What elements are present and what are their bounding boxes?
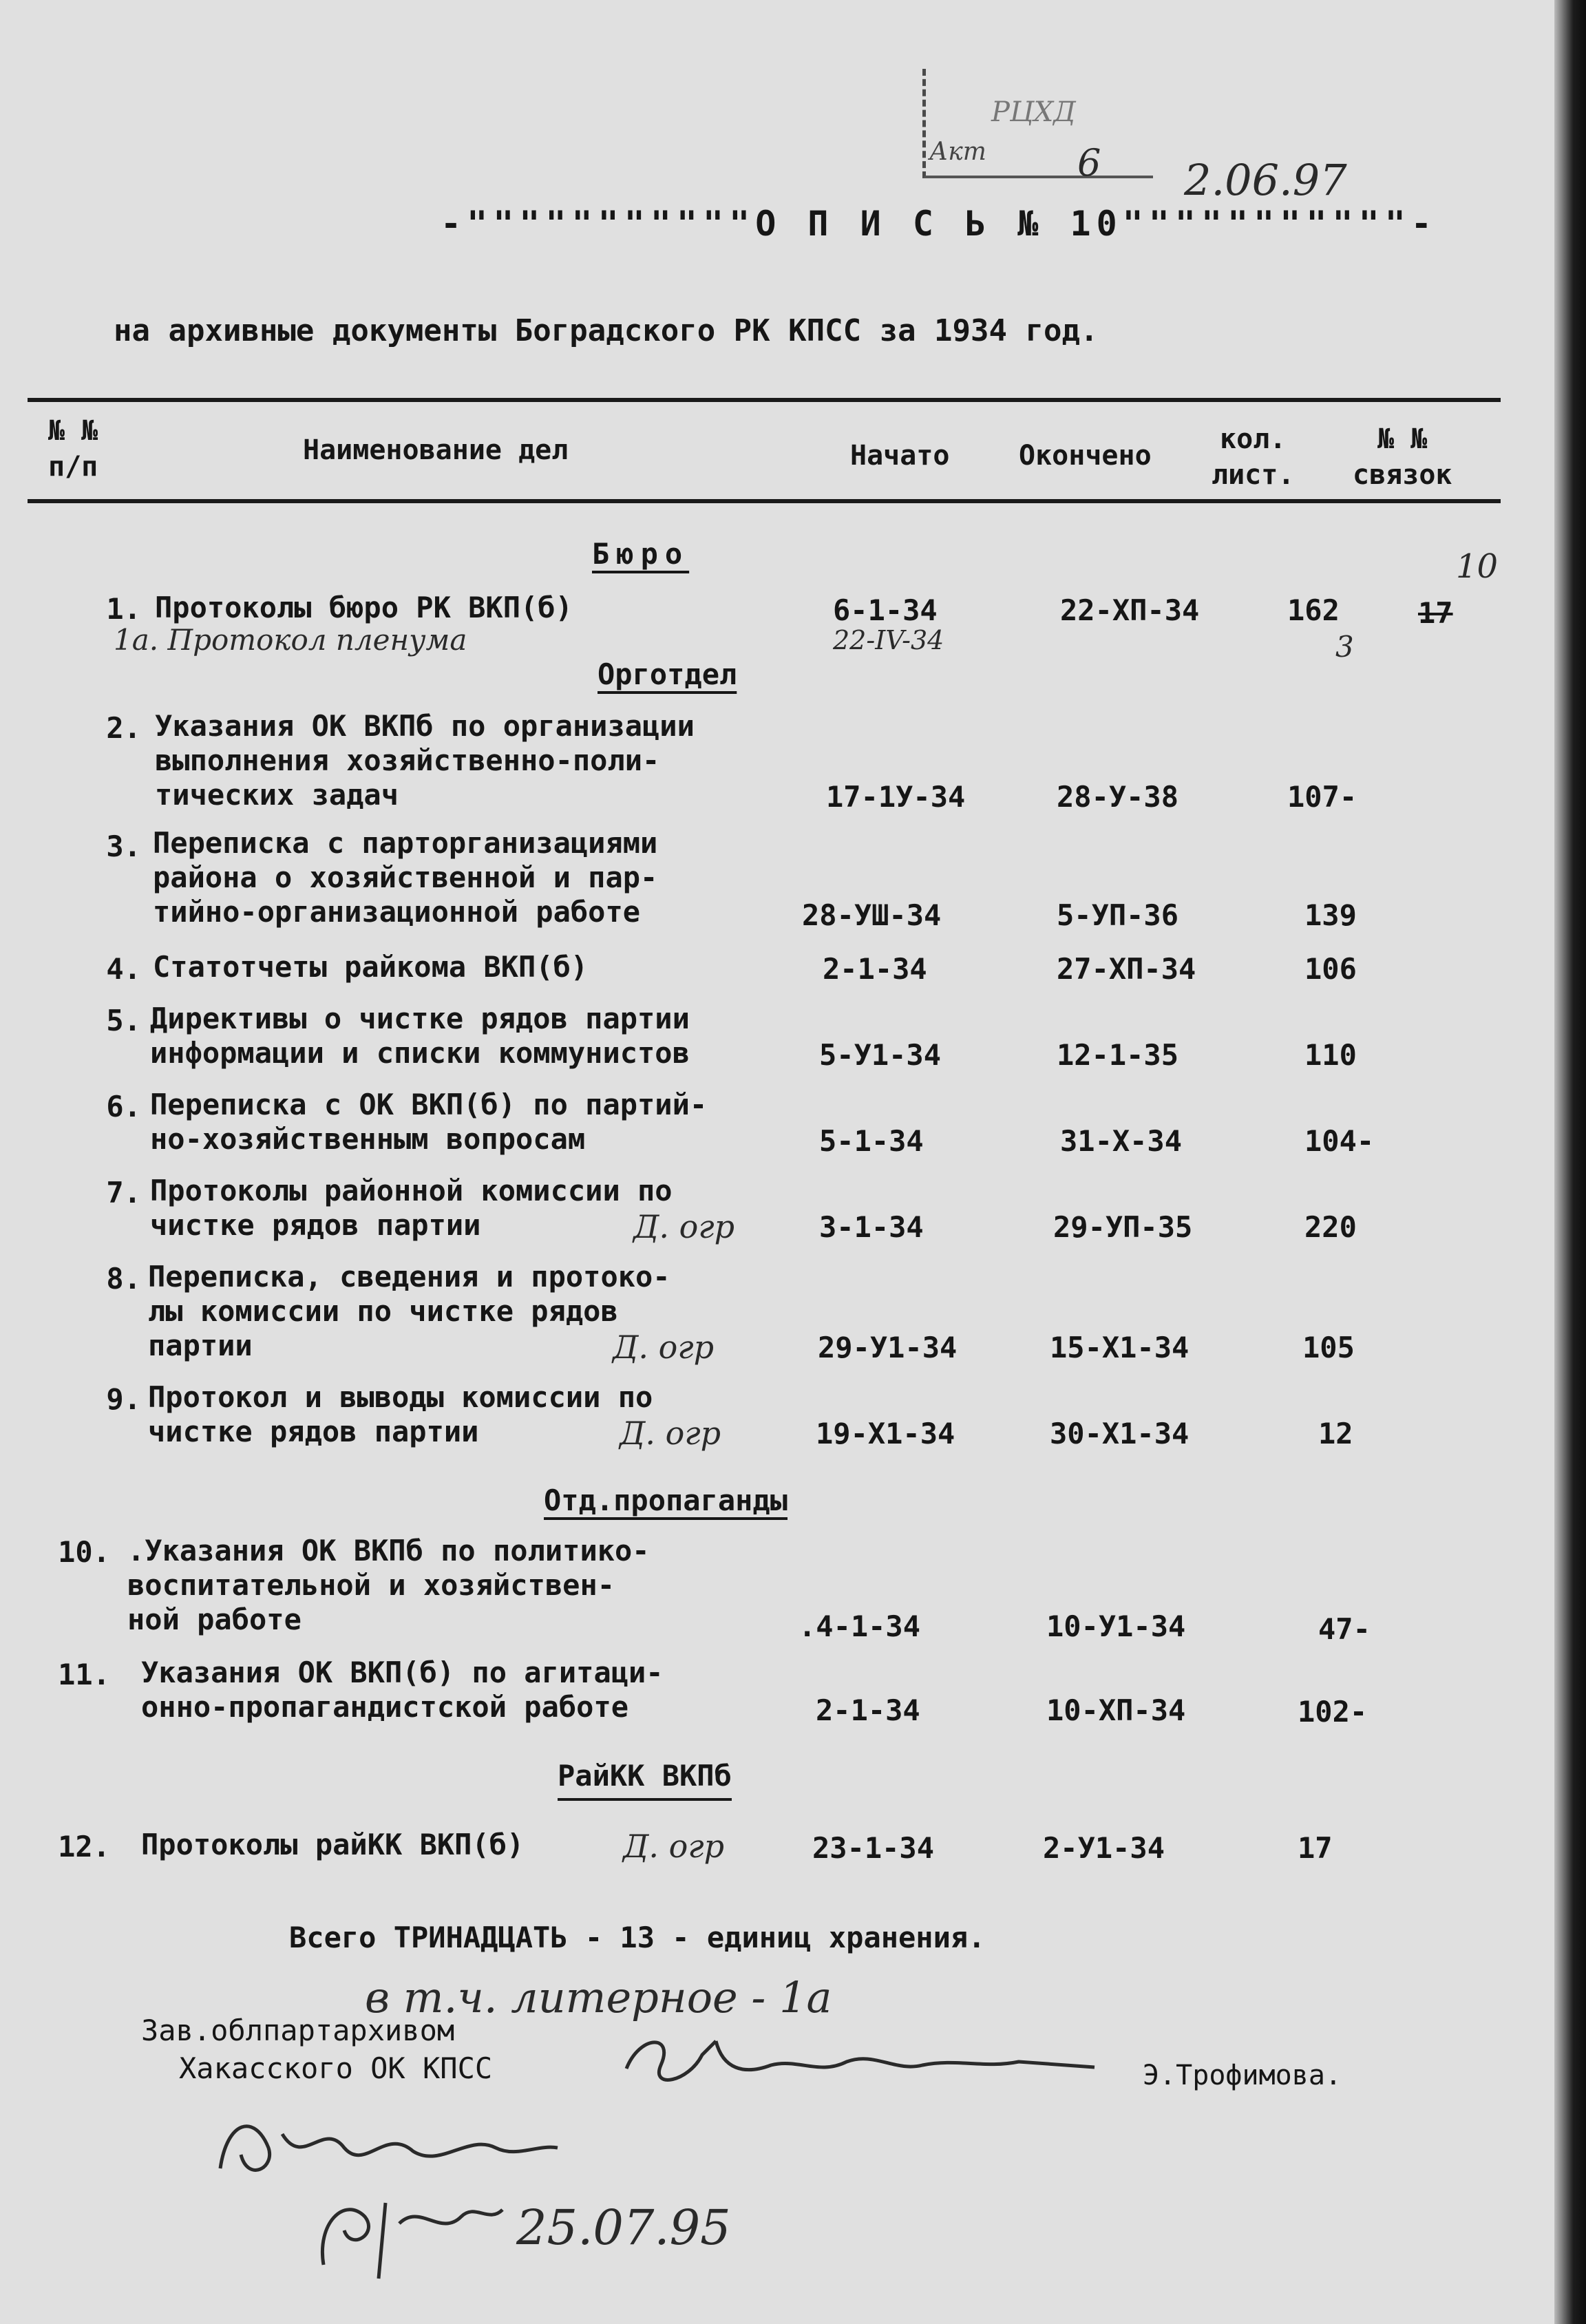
item-sheets: 12	[1318, 1417, 1353, 1450]
stamp-text: РЦХД	[991, 96, 1076, 128]
item-end: 12-1-35	[1057, 1038, 1179, 1072]
item-end: 15-Х1-34	[1050, 1331, 1190, 1364]
header-bundles: № № связок	[1353, 423, 1452, 491]
item-end: 22-ХП-34	[1060, 593, 1200, 627]
item-name: Протоколы бюро РК ВКП(б)	[155, 591, 573, 624]
item-sheets: 107-	[1287, 780, 1357, 814]
section-buro: Бюро	[592, 537, 690, 571]
section-raikk: РайКК ВКПб	[558, 1759, 732, 1801]
handwritten-note: Д. огр	[613, 1329, 715, 1366]
item-num: 1.	[106, 592, 141, 626]
item-start: 2-1-34	[816, 1693, 920, 1727]
handwritten-bundle-correction: 10	[1456, 547, 1499, 586]
check-initials	[303, 2182, 509, 2285]
item-num: 4.	[106, 952, 141, 986]
page-title: -"""""""""""О П И С Ь № 10"""""""""""-	[441, 204, 1437, 244]
handwritten-item-1a-date: 22-IV-34	[833, 625, 944, 655]
total-line: Всего ТРИНАДЦАТЬ - 13 - единиц хранения.	[289, 1921, 986, 1954]
item-name: Указания ОК ВКП(б) по агитаци- онно-пропагандистской работе	[141, 1656, 664, 1724]
item-end: 2-У1-34	[1043, 1831, 1165, 1865]
page-subtitle: на архивные документы Боградского РК КПСС за 1934 год.	[114, 313, 1099, 348]
handwritten-item-1a-sheets: 3	[1335, 630, 1354, 664]
item-num: 6.	[106, 1090, 141, 1123]
item-end: 30-Х1-34	[1050, 1417, 1190, 1450]
item-start: 23-1-34	[812, 1831, 935, 1865]
scan-edge	[1554, 0, 1586, 2324]
item-start: 3-1-34	[819, 1210, 924, 1244]
item-name: Переписка, сведения и протоко- лы комиссии по чистке рядов партии	[148, 1260, 670, 1362]
item-sheets: 139	[1304, 898, 1357, 932]
item-end: 29-УП-35	[1053, 1210, 1193, 1244]
item-sheets: 106	[1304, 952, 1357, 986]
handwritten-note: Д. огр	[623, 1828, 725, 1865]
item-name: Статотчеты райкома ВКП(б)	[153, 950, 589, 984]
item-sheets: 220	[1304, 1210, 1357, 1244]
handwritten-note: Д. огр	[633, 1208, 735, 1245]
stamp-akt-number: 6	[1077, 141, 1101, 184]
check-date: 25.07.95	[516, 2199, 731, 2256]
item-num: 7.	[106, 1176, 141, 1209]
item-end: 31-Х-34	[1060, 1124, 1183, 1158]
item-name: Переписка с ОК ВКП(б) по партий- но-хозяйственным вопросам	[150, 1088, 708, 1156]
item-end: 5-УП-36	[1057, 898, 1179, 932]
stamp-akt-date: 2.06.97	[1184, 155, 1347, 205]
item-name: Протокол и выводы комиссии по чистке рядов партии	[148, 1380, 653, 1448]
item-sheets: 162	[1287, 593, 1340, 627]
item-num: 5.	[106, 1004, 141, 1037]
item-num: 10.	[58, 1535, 110, 1569]
item-sheets: 47-	[1318, 1612, 1371, 1646]
director-signature	[613, 2027, 1108, 2103]
item-name: Протоколы райКК ВКП(б)	[141, 1828, 525, 1861]
section-propaganda: Отд.пропаганды	[544, 1483, 788, 1517]
header-top-rule	[28, 398, 1501, 402]
item-sheets: 105	[1302, 1331, 1355, 1364]
item-start: 17-1У-34	[826, 780, 966, 814]
header-end: Окончено	[1019, 440, 1152, 472]
item-num: 3.	[106, 830, 141, 863]
signature-title-2: Хакасского ОК КПСС	[179, 2051, 493, 2085]
header-bottom-rule	[28, 499, 1501, 503]
item-start: 2-1-34	[823, 952, 927, 986]
header-start: Начато	[850, 440, 950, 472]
item-name: Переписка с парторганизациями района о хозяйственной и пар- тийно-организационной работе	[153, 826, 658, 929]
stamp-akt-label: Акт	[929, 138, 986, 166]
item-start: .4-1-34	[799, 1609, 921, 1643]
item-bundle: 17	[1418, 596, 1453, 630]
signature-title-1: Зав.облпартархивом	[141, 2014, 455, 2047]
item-end: 28-У-38	[1057, 780, 1179, 814]
item-num: 2.	[106, 711, 141, 745]
item-start: 19-Х1-34	[816, 1417, 955, 1450]
item-start: 5-У1-34	[819, 1038, 942, 1072]
item-start: 28-УШ-34	[802, 898, 942, 932]
header-name: Наименование дел	[303, 434, 569, 466]
header-sheets: кол. лист.	[1212, 423, 1295, 491]
item-sheets: 17	[1298, 1831, 1333, 1865]
item-num: 12.	[58, 1830, 110, 1863]
signature-name: Э.Трофимова.	[1143, 2060, 1342, 2091]
item-name: Указания ОК ВКПб по организации выполнения хозяйственно-поли- тических задач	[155, 709, 695, 812]
item-start: 5-1-34	[819, 1124, 924, 1158]
item-sheets: 102-	[1298, 1695, 1368, 1729]
item-end: 27-ХП-34	[1057, 952, 1196, 986]
item-sheets: 104-	[1304, 1124, 1375, 1158]
item-sheets: 110	[1304, 1038, 1357, 1072]
handwritten-item-1a: 1а. Протокол пленума	[114, 623, 467, 657]
handwritten-note: Д. огр	[620, 1415, 721, 1452]
item-num: 8.	[106, 1262, 141, 1296]
item-end: 10-ХП-34	[1046, 1693, 1186, 1727]
item-start: 29-У1-34	[818, 1331, 958, 1364]
section-orgotdel: Орготдел	[598, 657, 737, 691]
item-name: .Указания ОК ВКПб по политико- воспитательной и хозяйствен- ной работе	[127, 1534, 650, 1636]
item-num: 9.	[106, 1382, 141, 1416]
item-start: 6-1-34	[833, 593, 938, 627]
header-num: № № п/п	[48, 415, 98, 483]
handwritten-total-note: в т.ч. литерное - 1а	[365, 1972, 832, 2022]
item-name: Директивы о чистке рядов партии информации и списки коммунистов	[150, 1002, 690, 1070]
item-name: Протоколы районной комиссии по чистке рядов партии	[150, 1174, 673, 1242]
item-num: 11.	[58, 1658, 110, 1691]
item-end: 10-У1-34	[1046, 1609, 1186, 1643]
